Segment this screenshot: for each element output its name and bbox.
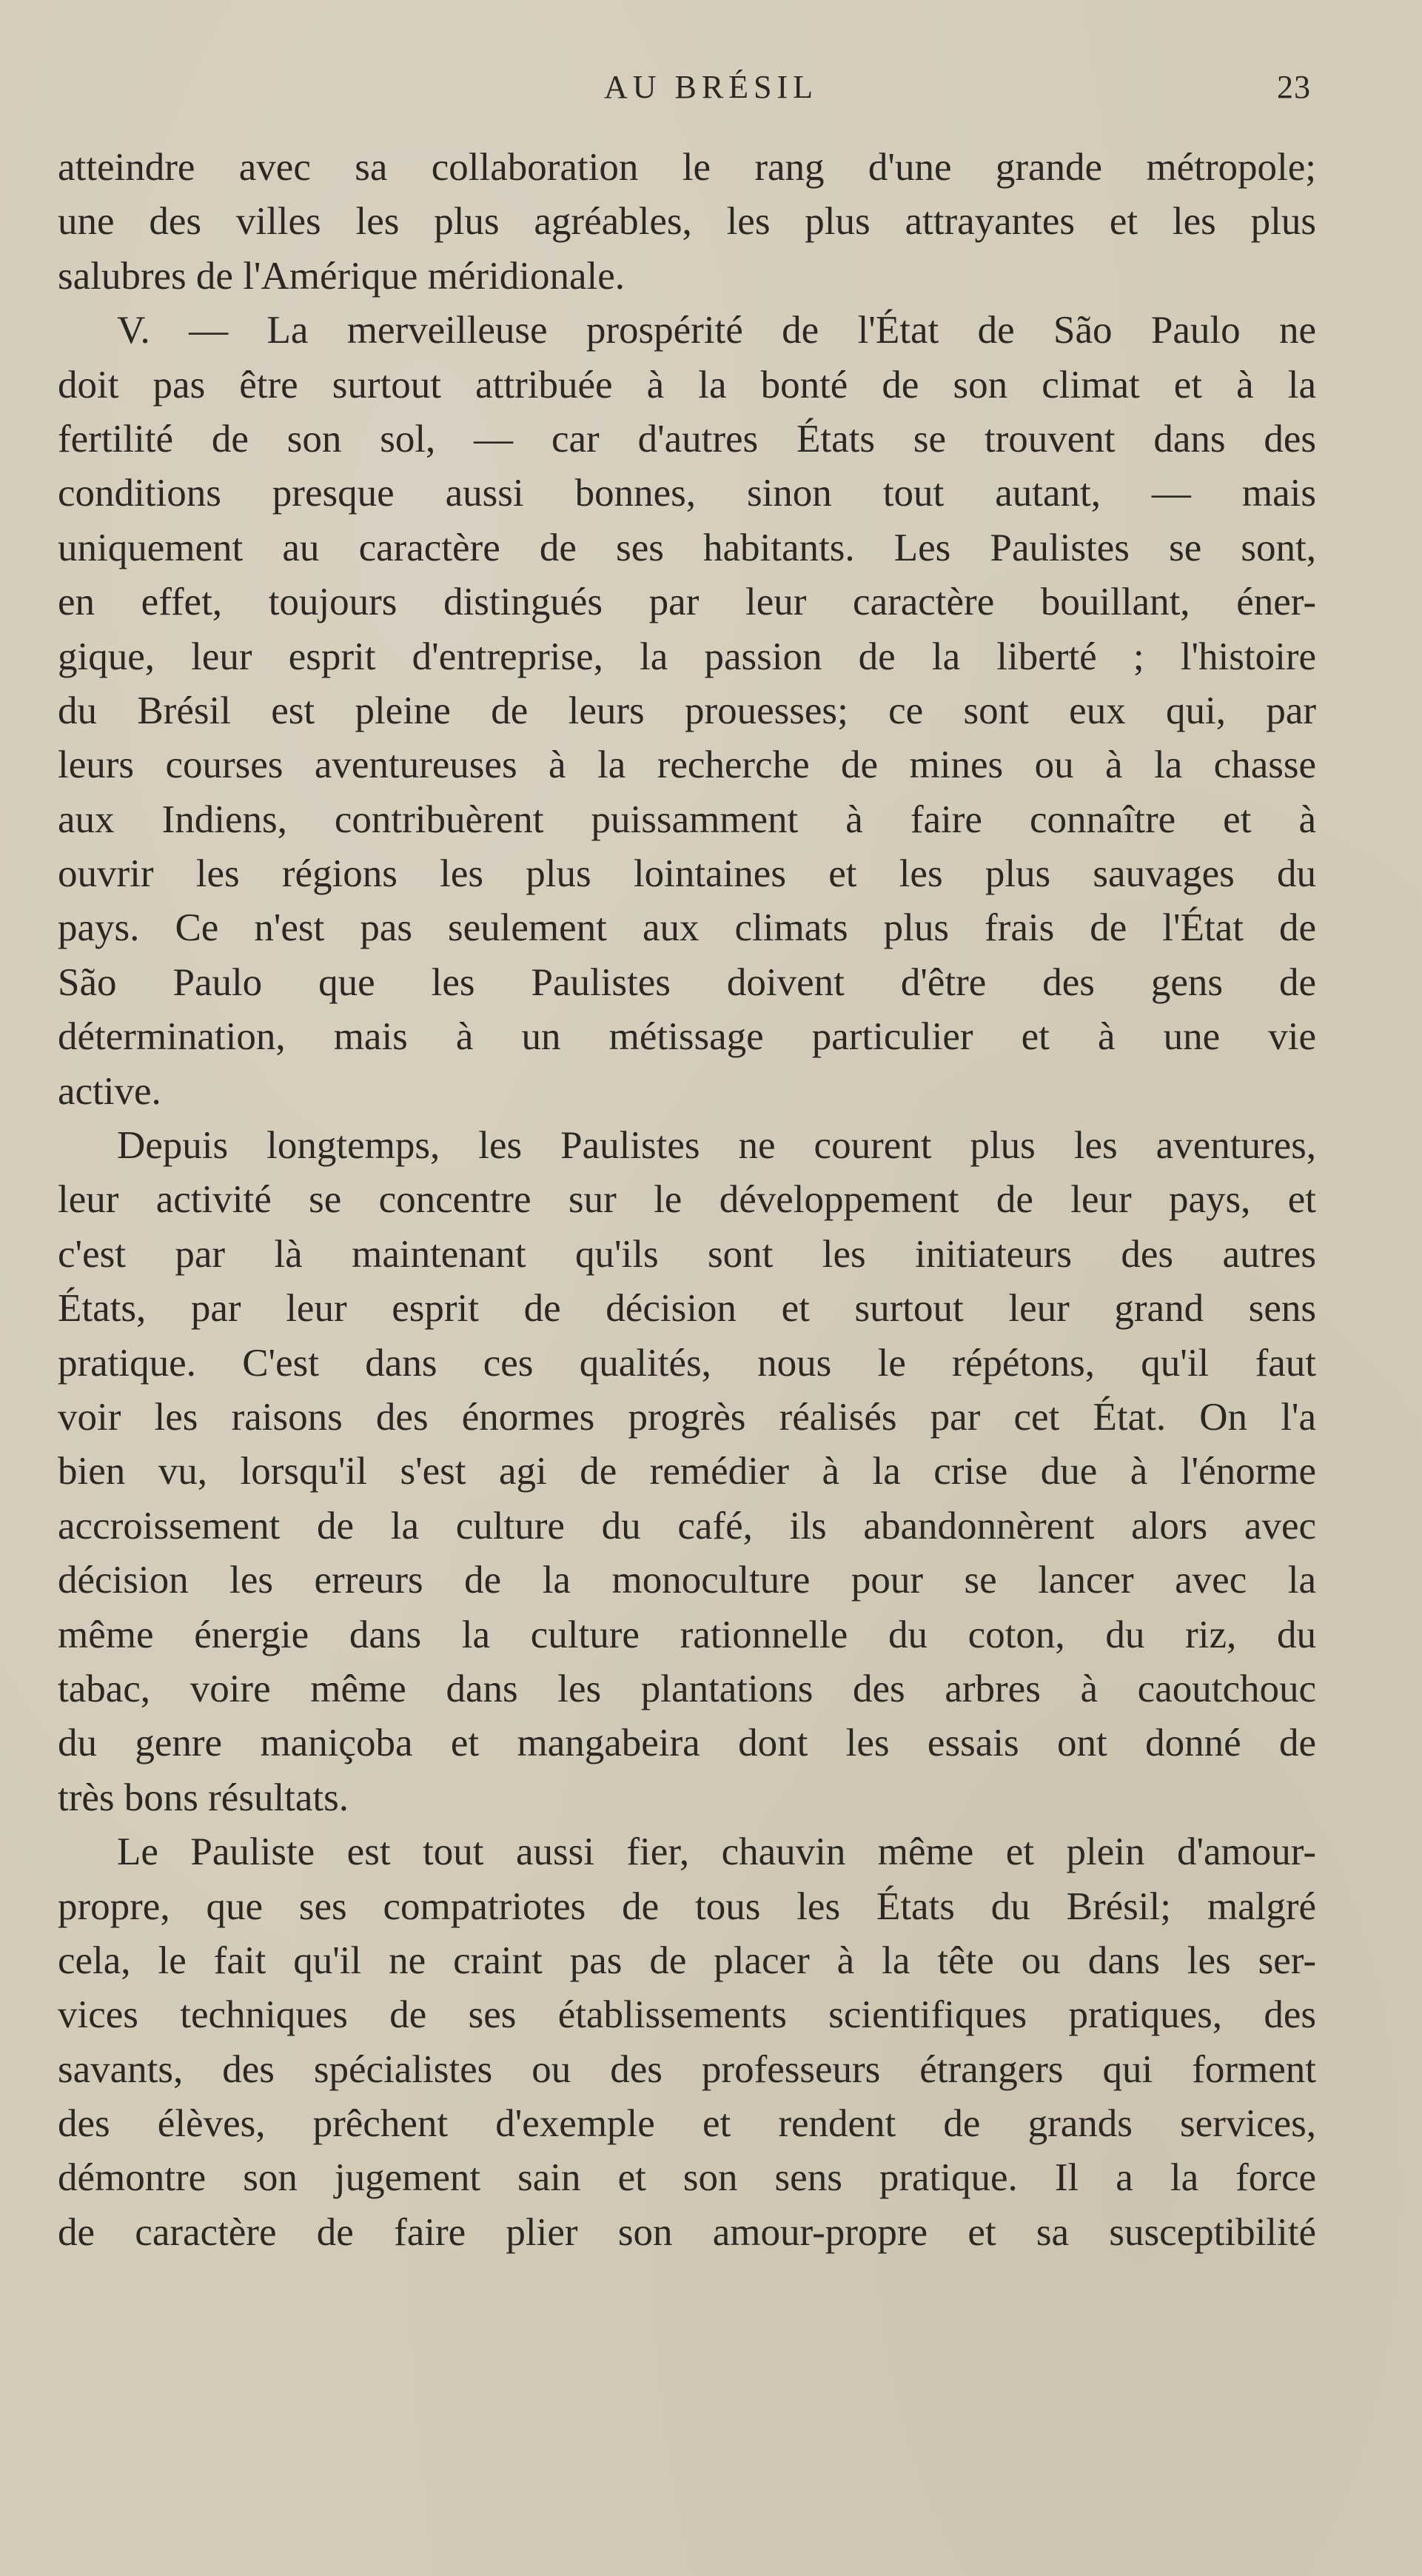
text-line: accroissement de la culture du café, ils abandonnèrent alors avec xyxy=(58,1504,1316,1548)
text-line: aux Indiens, contribuèrent puissamment à faire connaître et à xyxy=(58,797,1316,841)
text-line: du Brésil est pleine de leurs prouesses; ce sont eux qui, par xyxy=(58,689,1316,732)
text-line: voir les raisons des énormes progrès réalisés par cet État. On l'a xyxy=(58,1395,1316,1439)
running-title: AU BRÉSIL xyxy=(603,69,819,105)
text-line: une des villes les plus agréables, les plus attrayantes et les plus xyxy=(58,200,1316,244)
text-line: cela, le fait qu'il ne craint pas de placer à la tête ou dans les ser- xyxy=(58,1938,1316,1982)
text-line: São Paulo que les Paulistes doivent d'être des gens de xyxy=(58,960,1316,1004)
text-line: active. xyxy=(58,1069,161,1113)
text-line: États, par leur esprit de décision et surtout leur grand sens xyxy=(58,1287,1316,1331)
text-line: bien vu, lorsqu'il s'est agi de remédier à la crise due à l'énorme xyxy=(58,1450,1316,1493)
text-line: Le Pauliste est tout aussi fier, chauvin même et plein d'amour- xyxy=(117,1830,1316,1874)
text-line: salubres de l'Amérique méridionale. xyxy=(58,254,626,298)
running-head xyxy=(0,68,1422,113)
text-line: c'est par là maintenant qu'ils sont les initiateurs des autres xyxy=(58,1232,1316,1276)
text-line: Depuis longtemps, les Paulistes ne courent plus les aventures, xyxy=(117,1124,1316,1168)
text-line: savants, des spécialistes ou des professeurs étrangers qui forment xyxy=(58,2047,1316,2091)
text-line: atteindre avec sa collaboration le rang d'une grande métropole; xyxy=(58,146,1316,189)
text-line: tabac, voire même dans les plantations des arbres à caoutchouc xyxy=(58,1667,1316,1710)
text-line: fertilité de son sol, — car d'autres États se trouvent dans des xyxy=(58,417,1316,461)
text-line: uniquement au caractère de ses habitants. Les Paulistes se sont, xyxy=(58,526,1316,569)
text-line: démontre son jugement sain et son sens pratique. Il a la force xyxy=(58,2156,1316,2200)
text-line: des élèves, prêchent d'exemple et rendent de grands services, xyxy=(58,2102,1316,2146)
text-line: même énergie dans la culture rationnelle du coton, du riz, du xyxy=(58,1613,1316,1656)
text-line: leurs courses aventureuses à la recherche de mines ou à la chasse xyxy=(58,743,1316,787)
text-line: détermination, mais à un métissage particulier et à une vie xyxy=(58,1015,1316,1059)
text-line: en effet, toujours distingués par leur caractère bouillant, éner- xyxy=(58,581,1316,624)
page-number: 23 xyxy=(1277,69,1311,105)
text-line: très bons résultats. xyxy=(58,1776,349,1819)
text-line: propre, que ses compatriotes de tous les États du Brésil; malgré xyxy=(58,1884,1316,1928)
text-line: gique, leur esprit d'entreprise, la passion de la liberté ; l'histoire xyxy=(58,635,1316,678)
text-line: doit pas être surtout attribuée à la bonté de son climat et à la xyxy=(58,363,1316,407)
text-line: V. — La merveilleuse prospérité de l'État de São Paulo ne xyxy=(117,309,1316,352)
body-text xyxy=(58,141,1316,2260)
text-line: leur activité se concentre sur le développement de leur pays, et xyxy=(58,1178,1316,1222)
text-line: décision les erreurs de la monoculture pour se lancer avec la xyxy=(58,1559,1316,1602)
text-line: de caractère de faire plier son amour-propre et sa susceptibilité xyxy=(58,2210,1316,2254)
text-line: vices techniques de ses établissements scientifiques pratiques, des xyxy=(58,1993,1316,2037)
text-line: du genre maniçoba et mangabeira dont les essais ont donné de xyxy=(58,1722,1316,1765)
text-line: pratique. C'est dans ces qualités, nous le répétons, qu'il faut xyxy=(58,1341,1316,1385)
text-line: conditions presque aussi bonnes, sinon tout autant, — mais xyxy=(58,472,1316,515)
text-line: pays. Ce n'est pas seulement aux climats plus frais de l'État de xyxy=(58,906,1316,950)
text-line: ouvrir les régions les plus lointaines et les plus sauvages du xyxy=(58,852,1316,896)
